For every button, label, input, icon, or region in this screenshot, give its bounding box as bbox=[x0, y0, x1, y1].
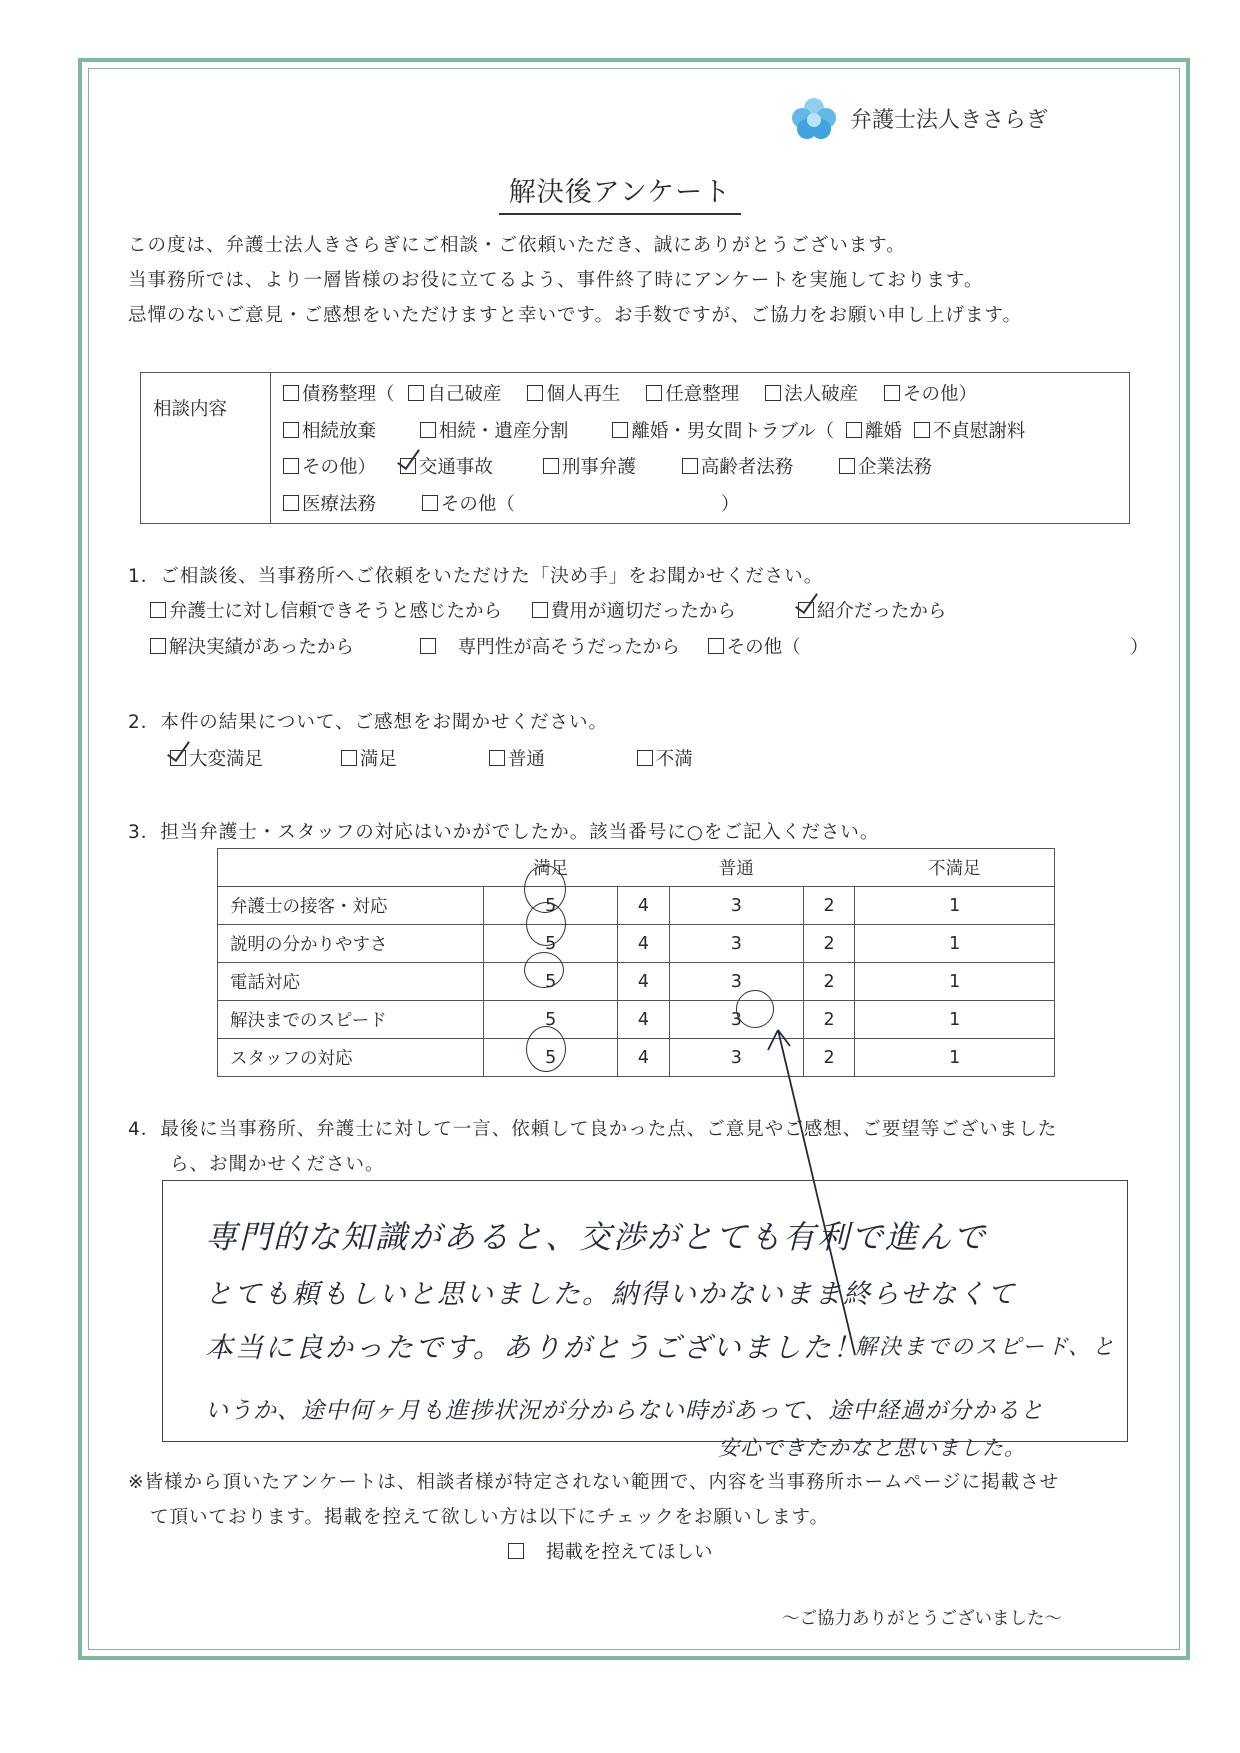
consultation-label: 相談内容 bbox=[141, 373, 271, 524]
rating-3[interactable]: 3 bbox=[669, 887, 803, 925]
rating-label: 弁護士の接客・対応 bbox=[218, 887, 484, 925]
consultation-table bbox=[140, 372, 1130, 524]
rating-row bbox=[218, 1039, 1055, 1077]
header-blank bbox=[218, 849, 484, 887]
rating-1[interactable]: 1 bbox=[855, 963, 1055, 1001]
consultation-options bbox=[271, 373, 1130, 524]
rating-row bbox=[218, 963, 1055, 1001]
intro-text bbox=[128, 228, 1022, 333]
rating-4[interactable]: 4 bbox=[618, 1001, 669, 1039]
intro-line: 当事務所では、より一層皆様のお役に立てるよう、事件終了時にアンケートを実施しております。 bbox=[128, 270, 984, 291]
rating-table bbox=[217, 848, 1055, 1077]
handwritten-line: 解決までのスピード、と bbox=[855, 1335, 1117, 1360]
header-neutral: 普通 bbox=[669, 849, 803, 887]
optout-label: 掲載を控えてほしい bbox=[546, 1542, 713, 1563]
q1-option-trust[interactable]: 弁護士に対し信頼できそうと感じたから bbox=[150, 597, 502, 623]
header-dissatisfied: 不満足 bbox=[855, 849, 1055, 887]
q2-options bbox=[170, 745, 713, 771]
checkbox-adultery[interactable]: 不貞慰謝料 bbox=[914, 414, 1026, 451]
header-blank bbox=[618, 849, 669, 887]
rating-3[interactable]: 3 bbox=[669, 963, 803, 1001]
rating-label: 解決までのスピード bbox=[218, 1001, 484, 1039]
flower-logo-icon bbox=[790, 96, 838, 140]
checkbox-medical[interactable]: 医療法務 bbox=[283, 487, 376, 524]
question-2: 2．本件の結果について、ご感想をお聞かせください。 bbox=[128, 712, 609, 733]
rating-2[interactable]: 2 bbox=[803, 1001, 854, 1039]
checkbox-divorce-trouble[interactable]: 離婚・男女間トラブル（ bbox=[612, 414, 834, 451]
handwritten-line: 安心できたかなと思いました。 bbox=[718, 1436, 1026, 1460]
header-satisfied: 満足 bbox=[484, 849, 618, 887]
rating-5[interactable]: 5 bbox=[484, 1001, 618, 1039]
handwritten-line: とても頼もしいと思いました。納得いかないまま終らせなくて bbox=[205, 1279, 1017, 1310]
rating-row bbox=[218, 1001, 1055, 1039]
selection-circle bbox=[524, 952, 564, 988]
q1-options-row1 bbox=[150, 597, 966, 623]
rating-row bbox=[218, 925, 1055, 963]
survey-title: 解決後アンケート bbox=[0, 170, 1240, 215]
publication-note-line1: ※皆様から頂いたアンケートは、相談者様が特定されない範囲で、内容を当事務所ホームページに掲載させ bbox=[128, 1472, 1060, 1493]
q1-paren-close: ） bbox=[1130, 637, 1149, 658]
rating-4[interactable]: 4 bbox=[618, 887, 669, 925]
checkbox-renunciation[interactable]: 相続放棄 bbox=[283, 414, 376, 451]
rating-5[interactable]: 5 bbox=[484, 963, 618, 1001]
rating-1[interactable]: 1 bbox=[855, 1001, 1055, 1039]
rating-3[interactable]: 3 bbox=[669, 1039, 803, 1077]
rating-2[interactable]: 2 bbox=[803, 925, 854, 963]
q2-option-dissatisfied[interactable]: 不満 bbox=[637, 745, 693, 771]
question-3: 3．担当弁護士・スタッフの対応はいかがでしたか。該当番号に○をご記入ください。 bbox=[128, 822, 880, 843]
rating-2[interactable]: 2 bbox=[803, 1039, 854, 1077]
rating-3[interactable]: 3 bbox=[669, 925, 803, 963]
rating-label: 電話対応 bbox=[218, 963, 484, 1001]
checkbox-traffic-accident[interactable]: 交通事故 bbox=[400, 450, 493, 487]
checkbox-inheritance[interactable]: 相続・遺産分割 bbox=[420, 414, 569, 451]
rating-4[interactable]: 4 bbox=[618, 963, 669, 1001]
rating-5[interactable]: 5 bbox=[484, 887, 618, 925]
handwritten-line: 専門的な知識があると、交渉がとても有利で進んで bbox=[205, 1218, 988, 1256]
selection-circle bbox=[526, 1026, 566, 1072]
question-4-line2: ら、お聞かせください。 bbox=[170, 1154, 385, 1175]
checkbox-divorce[interactable]: 離婚 bbox=[846, 414, 902, 451]
checkbox-criminal[interactable]: 刑事弁護 bbox=[543, 450, 636, 487]
firm-name: 弁護士法人きさらぎ bbox=[850, 107, 1049, 133]
intro-line: 忌憚のないご意見・ご感想をいただけますと幸いです。お手数ですが、ご協力をお願い申し上げます。 bbox=[128, 305, 1023, 326]
paren-close: ） bbox=[720, 493, 740, 515]
rating-5[interactable]: 5 bbox=[484, 1039, 618, 1077]
checkbox-other-general[interactable]: その他（ bbox=[422, 487, 515, 524]
rating-2[interactable]: 2 bbox=[803, 887, 854, 925]
checkmark-icon bbox=[170, 750, 186, 766]
handwritten-line: いうか、途中何ヶ月も進捗状況が分からない時があって、途中経過が分かると bbox=[205, 1398, 1045, 1424]
rating-2[interactable]: 2 bbox=[803, 963, 854, 1001]
checkbox-rehabilitation[interactable]: 個人再生 bbox=[527, 377, 620, 414]
checkbox-other-family[interactable]: その他） bbox=[283, 450, 376, 487]
checkbox-bankruptcy[interactable]: 自己破産 bbox=[408, 377, 501, 414]
question-4-line1: 4．最後に当事務所、弁護士に対して一言、依頼して良かった点、ご意見やご感想、ご要望等ございました bbox=[128, 1119, 1058, 1140]
q2-option-satisfied[interactable]: 満足 bbox=[341, 745, 397, 771]
checkbox-corp-bankruptcy[interactable]: 法人破産 bbox=[765, 377, 858, 414]
rating-row bbox=[218, 887, 1055, 925]
handwritten-line: 本当に良かったです。ありがとうございました！ bbox=[205, 1331, 863, 1364]
firm-logo bbox=[790, 96, 1048, 140]
question-1: 1．ご相談後、当事務所へご依頼をいただけた「決め手」をお聞かせください。 bbox=[128, 566, 824, 587]
q1-option-expertise[interactable]: 専門性が高そうだったから bbox=[420, 633, 680, 659]
q2-option-neutral[interactable]: 普通 bbox=[489, 745, 545, 771]
rating-1[interactable]: 1 bbox=[855, 887, 1055, 925]
q1-options-row2 bbox=[150, 633, 801, 659]
intro-line: この度は、弁護士法人きさらぎにご相談・ご依頼いただき、誠にありがとうございます。 bbox=[128, 235, 906, 256]
selection-circle bbox=[526, 902, 566, 946]
header-blank bbox=[803, 849, 854, 887]
checkbox-other-debt[interactable]: その他） bbox=[884, 377, 977, 414]
q1-option-other[interactable]: その他（ bbox=[708, 633, 801, 659]
rating-5[interactable]: 5 bbox=[484, 925, 618, 963]
thanks-text: ～ご協力ありがとうございました～ bbox=[782, 1609, 1062, 1629]
checkbox-debt[interactable]: 債務整理（ bbox=[283, 377, 395, 414]
rating-3[interactable]: 3 bbox=[669, 1001, 803, 1039]
rating-label: 説明の分かりやすさ bbox=[218, 925, 484, 963]
rating-4[interactable]: 4 bbox=[618, 925, 669, 963]
checkmark-icon bbox=[798, 602, 814, 618]
q1-option-referral[interactable]: 紹介だったから bbox=[798, 597, 947, 623]
q2-option-very-satisfied[interactable]: 大変満足 bbox=[170, 745, 263, 771]
checkmark-icon bbox=[400, 458, 416, 474]
checkbox-elderly[interactable]: 高齢者法務 bbox=[682, 450, 794, 487]
rating-1[interactable]: 1 bbox=[855, 925, 1055, 963]
rating-1[interactable]: 1 bbox=[855, 1039, 1055, 1077]
checkbox-corporate[interactable]: 企業法務 bbox=[839, 450, 932, 487]
rating-label: スタッフの対応 bbox=[218, 1039, 484, 1077]
q1-option-track-record[interactable]: 解決実績があったから bbox=[150, 633, 354, 659]
q1-option-fee[interactable]: 費用が適切だったから bbox=[532, 597, 736, 623]
publication-note-line2: て頂いております。掲載を控えて欲しい方は以下にチェックをお願いします。 bbox=[150, 1507, 829, 1528]
checkbox-voluntary[interactable]: 任意整理 bbox=[646, 377, 739, 414]
optout-checkbox[interactable] bbox=[508, 1538, 713, 1564]
rating-4[interactable]: 4 bbox=[618, 1039, 669, 1077]
